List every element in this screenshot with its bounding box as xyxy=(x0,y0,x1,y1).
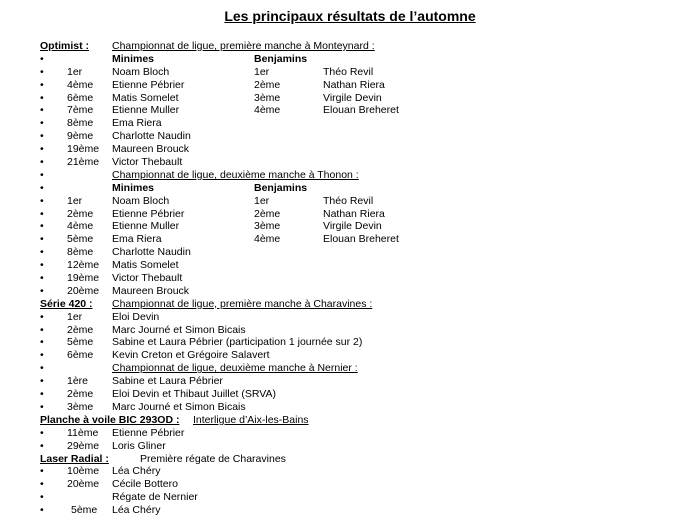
rank-label: 6ème xyxy=(67,349,94,362)
column-header: Minimes xyxy=(112,52,155,65)
rank-label: 4ème xyxy=(254,233,281,246)
list-item xyxy=(0,156,700,169)
bullet-icon: • xyxy=(40,478,44,491)
rank-label: 4ème xyxy=(67,220,94,233)
rank-label: 10ème xyxy=(67,465,100,478)
list-item xyxy=(0,336,700,349)
rank-label: 3ème xyxy=(67,400,94,413)
rank-label: 6ème xyxy=(67,91,94,104)
list-item xyxy=(0,440,700,453)
list-item xyxy=(0,233,700,246)
rank-label: 29ème xyxy=(67,439,100,452)
column-header: Benjamins xyxy=(254,181,308,194)
competitor-name: Elouan Breheret xyxy=(323,104,399,117)
event-heading: Championnat de ligue, deuxième manche à Nernier : xyxy=(112,362,358,375)
bullet-icon: • xyxy=(40,504,44,517)
rank-label: 8ème xyxy=(67,246,94,259)
list-item xyxy=(0,92,700,105)
rank-label: 2ème xyxy=(67,388,94,401)
bullet-icon: • xyxy=(40,207,44,220)
rank-label: 2ème xyxy=(254,207,281,220)
rank-label: 12ème xyxy=(67,259,100,272)
competitor-name: Marc Journé et Simon Bicais xyxy=(112,323,246,336)
competitor-name: Etienne Pébrier xyxy=(112,207,185,220)
rank-label: 1er xyxy=(254,194,270,207)
bullet-icon: • xyxy=(40,272,44,285)
list-item xyxy=(0,298,700,311)
competitor-name: Virgile Devin xyxy=(323,220,382,233)
rank-label: 4ème xyxy=(254,104,281,117)
list-item xyxy=(0,117,700,130)
section-label: Laser Radial : xyxy=(40,452,109,465)
competitor-name: Loris Gliner xyxy=(112,439,166,452)
rank-label: 21ème xyxy=(67,156,100,169)
bullet-icon: • xyxy=(40,310,44,323)
rank-label: 11ème xyxy=(67,426,99,439)
bullet-icon: • xyxy=(40,465,44,478)
competitor-name: Théo Revil xyxy=(323,65,374,78)
list-item xyxy=(0,246,700,259)
bullet-icon: • xyxy=(40,181,44,194)
column-header: Benjamins xyxy=(254,52,308,65)
bullet-icon: • xyxy=(40,246,44,259)
competitor-name: Noam Bloch xyxy=(112,65,170,78)
list-item xyxy=(0,414,700,427)
bullet-icon: • xyxy=(40,284,44,297)
rank-label: 1er xyxy=(67,65,83,78)
list-item xyxy=(0,504,700,517)
event-heading: Championnat de ligue, première manche à Monteynard : xyxy=(112,40,375,52)
list-item xyxy=(0,220,700,233)
bullet-icon: • xyxy=(40,491,44,504)
bullet-icon: • xyxy=(40,78,44,91)
competitor-name: Charlotte Naudin xyxy=(112,246,191,259)
rank-label: 5ème xyxy=(67,233,94,246)
rank-label: 20ème xyxy=(67,284,100,297)
bullet-icon: • xyxy=(40,52,44,65)
rank-label: 3ème xyxy=(254,220,281,233)
rank-label: 1er xyxy=(67,194,83,207)
rank-label: 1ère xyxy=(67,375,89,388)
rank-label: 20ème xyxy=(67,478,100,491)
bullet-icon: • xyxy=(40,168,44,181)
competitor-name: Marc Journé et Simon Bicais xyxy=(112,400,246,413)
rank-label: 8ème xyxy=(67,117,94,130)
list-item xyxy=(0,349,700,362)
competitor-name: Maureen Brouck xyxy=(112,284,190,297)
list-item xyxy=(0,40,700,53)
section-label: Planche à voile BIC 293OD : xyxy=(40,413,180,426)
list-item xyxy=(0,401,700,414)
list-item xyxy=(0,169,700,182)
competitor-name: Eloi Devin et Thibaut Juillet (SRVA) xyxy=(112,388,276,401)
competitor-name: Cécile Bottero xyxy=(112,478,178,491)
list-item xyxy=(0,285,700,298)
list-item xyxy=(0,195,700,208)
list-item xyxy=(0,53,700,66)
competitor-name: Victor Thebault xyxy=(112,272,183,285)
rank-label: 5ème xyxy=(67,336,94,349)
bullet-icon: • xyxy=(40,349,44,362)
competitor-name: Elouan Breheret xyxy=(323,233,399,246)
event-title: Première régate de Charavines xyxy=(140,452,286,465)
competitor-name: Nathan Riera xyxy=(323,78,385,91)
rank-label: 19ème xyxy=(67,143,100,156)
rank-label: 7ème xyxy=(67,104,94,117)
list-item xyxy=(0,427,700,440)
bullet-icon: • xyxy=(40,194,44,207)
competitor-name: Virgile Devin xyxy=(323,91,382,104)
bullet-icon: • xyxy=(40,400,44,413)
list-item xyxy=(0,388,700,401)
list-item xyxy=(0,465,700,478)
rank-label: 2ème xyxy=(254,78,281,91)
rank-label: 1er xyxy=(67,310,83,323)
event-heading: Championnat de ligue, deuxième manche à Thonon : xyxy=(112,168,359,181)
bullet-icon: • xyxy=(40,220,44,233)
page-title: Les principaux résultats de l’automne xyxy=(224,8,476,24)
list-item xyxy=(0,259,700,272)
bullet-icon: • xyxy=(40,426,44,439)
rank-label: 1er xyxy=(254,65,270,78)
section-label: Série 420 : xyxy=(40,297,93,310)
competitor-name: Victor Thebault xyxy=(112,156,183,169)
competitor-name: Matis Somelet xyxy=(112,259,179,272)
list-item xyxy=(0,130,700,143)
bullet-icon: • xyxy=(40,439,44,452)
competitor-name: Léa Chéry xyxy=(112,504,161,517)
list-item xyxy=(0,478,700,491)
competitor-name: Etienne Muller xyxy=(112,104,180,117)
competitor-name: Nathan Riera xyxy=(323,207,385,220)
competitor-name: Régate de Nernier xyxy=(112,491,198,504)
list-item xyxy=(0,362,700,375)
competitor-name: Etienne Pébrier xyxy=(112,78,185,91)
competitor-name: Etienne Pébrier xyxy=(112,426,185,439)
competitor-name: Etienne Muller xyxy=(112,220,180,233)
event-heading: Championnat de ligue, première manche à Charavines : xyxy=(112,297,373,310)
bullet-icon: • xyxy=(40,143,44,156)
competitor-name: Léa Chéry xyxy=(112,465,161,478)
competitor-name: Kevin Creton et Grégoire Salavert xyxy=(112,349,270,362)
rank-label: 2ème xyxy=(67,323,94,336)
results-list xyxy=(0,40,700,517)
competitor-name: Noam Bloch xyxy=(112,194,170,207)
list-item xyxy=(0,182,700,195)
bullet-icon: • xyxy=(40,130,44,143)
competitor-name: Maureen Brouck xyxy=(112,143,190,156)
bullet-icon: • xyxy=(40,362,44,375)
list-item xyxy=(0,272,700,285)
competitor-name: Sabine et Laura Pébrier xyxy=(112,375,223,388)
list-item xyxy=(0,104,700,117)
event-heading: Interligue d’Aix-les-Bains xyxy=(193,413,309,426)
rank-label: 19ème xyxy=(67,272,100,285)
competitor-name: Eloi Devin xyxy=(112,310,160,323)
bullet-icon: • xyxy=(40,65,44,78)
bullet-icon: • xyxy=(40,323,44,336)
competitor-name: Charlotte Naudin xyxy=(112,130,191,143)
list-item xyxy=(0,375,700,388)
section-label: Optimist : xyxy=(40,40,89,52)
bullet-icon: • xyxy=(40,388,44,401)
bullet-icon: • xyxy=(40,336,44,349)
rank-label: 4ème xyxy=(67,78,94,91)
bullet-icon: • xyxy=(40,375,44,388)
rank-label: 2ème xyxy=(67,207,94,220)
competitor-name: Théo Revil xyxy=(323,194,374,207)
rank-label: 3ème xyxy=(254,91,281,104)
competitor-name: Sabine et Laura Pébrier (participation 1 journée sur 2) xyxy=(112,336,363,349)
bullet-icon: • xyxy=(40,259,44,272)
column-header: Minimes xyxy=(112,181,155,194)
list-item xyxy=(0,311,700,324)
list-item xyxy=(0,324,700,337)
list-item xyxy=(0,79,700,92)
bullet-icon: • xyxy=(40,233,44,246)
list-item xyxy=(0,208,700,221)
competitor-name: Matis Somelet xyxy=(112,91,179,104)
competitor-name: Ema Riera xyxy=(112,233,162,246)
list-item xyxy=(0,66,700,79)
bullet-icon: • xyxy=(40,117,44,130)
bullet-icon: • xyxy=(40,156,44,169)
list-item xyxy=(0,143,700,156)
rank-label: 9ème xyxy=(67,130,94,143)
competitor-name: Ema Riera xyxy=(112,117,162,130)
list-item xyxy=(0,491,700,504)
bullet-icon: • xyxy=(40,104,44,117)
rank-label: 5ème xyxy=(71,504,98,517)
list-item xyxy=(0,453,700,466)
bullet-icon: • xyxy=(40,91,44,104)
